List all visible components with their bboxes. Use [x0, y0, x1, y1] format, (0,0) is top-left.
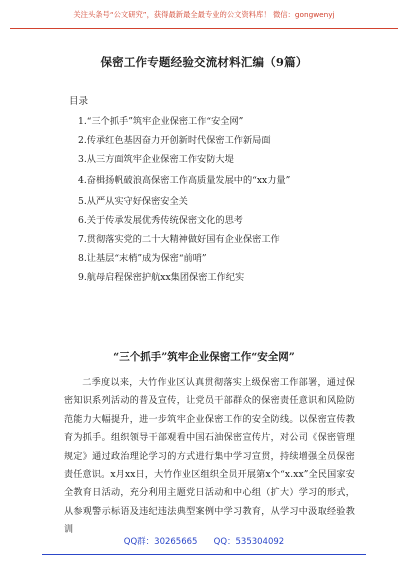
toc-item[interactable]: 1.“三个抓手”筑牢企业保密工作“安全网” — [78, 116, 244, 127]
banner-divider — [10, 28, 398, 29]
table-of-contents — [78, 112, 363, 288]
toc-item[interactable]: 4.奋楫扬帆破浪高保密工作高质量发展中的“xx力量” — [78, 174, 291, 186]
toc-item[interactable]: 6.关于传承发展优秀传统保密文化的思考 — [78, 214, 243, 226]
footer-divider — [42, 554, 366, 555]
toc-item[interactable]: 9.航母启程保密护航xx集团保密工作纪实 — [78, 272, 245, 284]
banner-text: 关注头条号“公文研究”，获得最新最全最专业的公文资料库！ 微信：gongwenyj — [73, 10, 335, 19]
body-paragraph: 二季度以来，大竹作业区认真贯彻落实上级保密工作部署，通过保密知识系列活动的普及宣传，让党员干部群众的保密责任意识和风险防范能力大幅提升，进一步筑牢企业保密工作的安全防线。以保密宣传教育为抓手。组织领导干部观看中国石油保密宣传片，对公司《保密管理规定》通过政治理论学习的方式进行集中学习宣贯，持续增强全员保密责任意识。x月xx日，大竹作业区组织全员开展第x个“x.xx”全民国家安全教育日活动，充分利用主题党日活动和中心组（扩大）学习的形式，从参观警示标语及违纪违法典型案例中学习教育，从学习中汲取经验教训 — [64, 378, 355, 536]
toc-heading: 目录 — [69, 96, 89, 107]
toc-item[interactable]: 5.从严从实守好保密安全关 — [78, 195, 188, 207]
toc-item[interactable]: 3.从三方面筑牢企业保密工作安防大堤 — [78, 154, 234, 166]
toc-item[interactable]: 8.让基层“末梢”成为保密“前哨” — [78, 253, 207, 265]
section-title: “三个抓手”筑牢企业保密工作“安全网” — [113, 351, 295, 363]
document-title: 保密工作专题经验交流材料汇编（9篇） — [100, 55, 308, 69]
header-banner — [0, 0, 408, 40]
toc-item[interactable]: 7.贯彻落实党的二十大精神做好国有企业保密工作 — [78, 234, 280, 246]
toc-item[interactable]: 2.传承红色基因奋力开创新时代保密工作新局面 — [78, 135, 271, 147]
footer-contact: QQ群：30265665 QQ：535304092 — [123, 537, 285, 547]
